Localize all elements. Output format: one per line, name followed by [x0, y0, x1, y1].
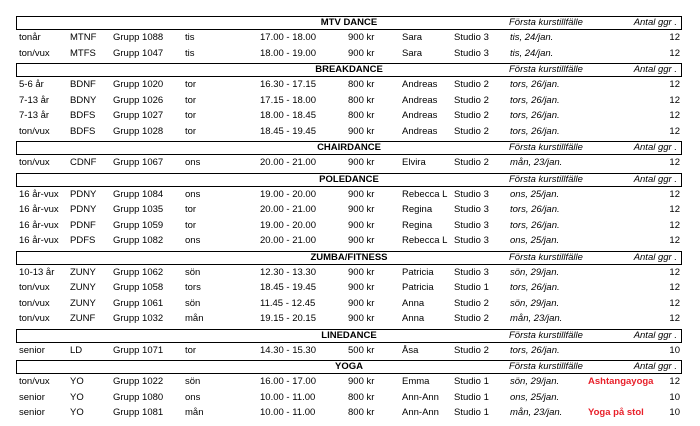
time-cell: 17.15 - 18.00: [260, 94, 316, 106]
section-title: ZUMBA/FITNESS: [310, 251, 388, 263]
section-header: [16, 251, 682, 265]
age-cell: 16 år-vux: [19, 219, 59, 231]
count-cell: 10: [669, 391, 680, 403]
first-session-cell: tis, 24/jan.: [510, 32, 554, 43]
day-cell: sön: [185, 297, 201, 309]
price-cell: 900 kr: [348, 313, 375, 324]
time-cell: 10.00 - 11.00: [260, 407, 316, 418]
first-session-cell: sön, 29/jan.: [510, 266, 560, 278]
day-cell: tors: [185, 282, 201, 293]
price-cell: 800 kr: [348, 79, 375, 90]
course-row: [16, 280, 682, 296]
studio-cell: Studio 2: [454, 125, 489, 137]
course-section: [16, 63, 682, 139]
group-cell: Grupp 1020: [113, 79, 164, 90]
count-cell: 12: [669, 79, 680, 90]
group-cell: Grupp 1022: [113, 376, 164, 387]
teacher-cell: Andreas: [402, 94, 438, 106]
price-cell: 900 kr: [348, 47, 375, 59]
teacher-cell: Andreas: [402, 110, 438, 121]
group-cell: Grupp 1081: [113, 407, 164, 418]
day-cell: ons: [185, 391, 201, 403]
first-session-cell: tors, 26/jan.: [510, 125, 560, 137]
course-row: [16, 405, 682, 421]
day-cell: tor: [185, 344, 197, 356]
age-cell: senior: [19, 344, 45, 356]
course-row: [16, 187, 682, 203]
price-cell: 900 kr: [348, 376, 375, 387]
teacher-cell: Anna: [402, 297, 425, 309]
day-cell: tor: [185, 94, 197, 106]
day-cell: ons: [185, 235, 201, 246]
price-cell: 900 kr: [348, 266, 375, 278]
count-column-header: Antal ggr .: [633, 142, 677, 153]
code-cell: PDNF: [70, 219, 96, 231]
studio-cell: Studio 2: [454, 313, 489, 324]
time-cell: 20.00 - 21.00: [260, 204, 316, 215]
course-section: [16, 141, 682, 171]
group-cell: Grupp 1067: [113, 157, 164, 168]
first-session-cell: tors, 26/jan.: [510, 204, 560, 215]
age-cell: senior: [19, 407, 45, 418]
first-session-cell: tors, 26/jan.: [510, 219, 560, 231]
count-cell: 12: [669, 188, 680, 200]
studio-cell: Studio 1: [454, 391, 489, 403]
code-cell: BDNY: [70, 94, 97, 106]
price-cell: 900 kr: [348, 157, 375, 168]
first-session-column-header: Första kurstillfälle: [509, 17, 583, 28]
time-cell: 18.00 - 19.00: [260, 47, 316, 59]
group-cell: Grupp 1082: [113, 235, 164, 246]
course-row: [16, 46, 682, 62]
group-cell: Grupp 1047: [113, 47, 164, 59]
teacher-cell: Regina: [402, 204, 433, 215]
first-session-cell: ons, 25/jan.: [510, 391, 560, 403]
age-cell: ton/vux: [19, 313, 50, 324]
day-cell: ons: [185, 157, 201, 168]
teacher-cell: Andreas: [402, 125, 438, 137]
studio-cell: Studio 2: [454, 344, 489, 356]
course-row: [16, 343, 682, 359]
studio-cell: Studio 3: [454, 47, 489, 59]
teacher-cell: Anna: [402, 313, 425, 324]
first-session-cell: sön, 29/jan.: [510, 297, 560, 309]
first-session-cell: tors, 26/jan.: [510, 94, 560, 106]
day-cell: tor: [185, 219, 197, 231]
studio-cell: Studio 1: [454, 282, 489, 293]
price-cell: 900 kr: [348, 32, 375, 43]
teacher-cell: Sara: [402, 47, 423, 59]
age-cell: 16 år-vux: [19, 188, 59, 200]
day-cell: tis: [185, 32, 195, 43]
first-session-cell: tors, 26/jan.: [510, 110, 560, 121]
course-row: [16, 265, 682, 281]
course-row: [16, 311, 682, 327]
code-cell: ZUNF: [70, 313, 96, 324]
code-cell: YO: [70, 407, 84, 418]
count-cell: 12: [669, 47, 680, 59]
time-cell: 18.00 - 18.45: [260, 110, 316, 121]
course-section: [16, 251, 682, 327]
age-cell: 16 år-vux: [19, 204, 59, 215]
teacher-cell: Regina: [402, 219, 433, 231]
section-header: [16, 329, 682, 343]
code-cell: PDFS: [70, 235, 96, 246]
course-row: [16, 77, 682, 93]
price-cell: 800 kr: [348, 94, 375, 106]
first-session-cell: tors, 26/jan.: [510, 79, 560, 90]
count-column-header: Antal ggr .: [633, 329, 677, 341]
section-header: [16, 173, 682, 187]
studio-cell: Studio 3: [454, 32, 489, 43]
first-session-cell: mån, 23/jan.: [510, 157, 563, 168]
studio-cell: Studio 2: [454, 110, 489, 121]
group-cell: Grupp 1080: [113, 391, 164, 403]
teacher-cell: Patricia: [402, 266, 434, 278]
age-cell: ton/vux: [19, 125, 50, 137]
time-cell: 18.45 - 19.45: [260, 282, 316, 293]
section-header: [16, 141, 682, 155]
teacher-cell: Rebecca L: [402, 235, 448, 246]
count-cell: 12: [669, 157, 680, 168]
price-cell: 900 kr: [348, 235, 375, 246]
studio-cell: Studio 2: [454, 94, 489, 106]
studio-cell: Studio 2: [454, 297, 489, 309]
count-cell: 12: [669, 266, 680, 278]
age-cell: ton/vux: [19, 297, 50, 309]
count-column-header: Antal ggr .: [633, 251, 677, 263]
studio-cell: Studio 1: [454, 407, 489, 418]
group-cell: Grupp 1059: [113, 219, 164, 231]
note-cell: Ashtangayoga: [588, 376, 654, 387]
code-cell: PDNY: [70, 188, 97, 200]
age-cell: ton/vux: [19, 376, 50, 387]
course-row: [16, 218, 682, 234]
day-cell: tor: [185, 110, 197, 121]
age-cell: 10-13 år: [19, 266, 55, 278]
count-cell: 10: [669, 344, 680, 356]
code-cell: ZUNY: [70, 282, 96, 293]
course-section: [16, 16, 682, 61]
studio-cell: Studio 3: [454, 204, 489, 215]
code-cell: LD: [70, 344, 83, 356]
time-cell: 18.45 - 19.45: [260, 125, 316, 137]
section-header: [16, 16, 682, 30]
age-cell: 5-6 år: [19, 79, 44, 90]
first-session-column-header: Första kurstillfälle: [509, 329, 583, 341]
code-cell: BDNF: [70, 79, 96, 90]
time-cell: 16.30 - 17.15: [260, 79, 316, 90]
section-header: [16, 360, 682, 374]
day-cell: tis: [185, 47, 195, 59]
code-cell: ZUNY: [70, 266, 96, 278]
course-section: [16, 360, 682, 421]
count-cell: 12: [669, 376, 680, 387]
day-cell: sön: [185, 266, 201, 278]
note-cell: Yoga på stol: [588, 407, 644, 418]
code-cell: MTNF: [70, 32, 97, 43]
course-row: [16, 124, 682, 140]
count-cell: 12: [669, 204, 680, 215]
group-cell: Grupp 1027: [113, 110, 164, 121]
section-header: [16, 63, 682, 77]
code-cell: YO: [70, 376, 84, 387]
count-cell: 12: [669, 297, 680, 309]
age-cell: ton/vux: [19, 157, 50, 168]
code-cell: CDNF: [70, 157, 97, 168]
day-cell: mån: [185, 407, 204, 418]
age-cell: 16 år-vux: [19, 235, 59, 246]
studio-cell: Studio 3: [454, 235, 489, 246]
group-cell: Grupp 1028: [113, 125, 164, 137]
course-row: [16, 108, 682, 124]
group-cell: Grupp 1071: [113, 344, 164, 356]
time-cell: 17.00 - 18.00: [260, 32, 316, 43]
price-cell: 900 kr: [348, 282, 375, 293]
course-row: [16, 155, 682, 171]
group-cell: Grupp 1084: [113, 188, 164, 200]
section-title: YOGA: [335, 361, 363, 372]
age-cell: senior: [19, 391, 45, 403]
studio-cell: Studio 2: [454, 79, 489, 90]
group-cell: Grupp 1026: [113, 94, 164, 106]
count-column-header: Antal ggr .: [633, 173, 677, 185]
first-session-cell: tors, 26/jan.: [510, 344, 560, 356]
time-cell: 11.45 - 12.45: [260, 297, 316, 309]
count-cell: 10: [669, 407, 680, 418]
price-cell: 900 kr: [348, 125, 375, 137]
first-session-cell: tors, 26/jan.: [510, 282, 560, 293]
code-cell: MTFS: [70, 47, 96, 59]
day-cell: tor: [185, 204, 197, 215]
count-cell: 12: [669, 32, 680, 43]
code-cell: PDNY: [70, 204, 97, 215]
course-row: [16, 296, 682, 312]
section-title: MTV DANCE: [320, 17, 378, 28]
group-cell: Grupp 1088: [113, 32, 164, 43]
section-title: BREAKDANCE: [315, 64, 383, 75]
count-cell: 12: [669, 282, 680, 293]
studio-cell: Studio 2: [454, 157, 489, 168]
first-session-column-header: Första kurstillfälle: [509, 173, 583, 185]
time-cell: 10.00 - 11.00: [260, 391, 316, 403]
first-session-cell: sön, 29/jan.: [510, 376, 560, 387]
price-cell: 500 kr: [348, 344, 375, 356]
day-cell: tor: [185, 125, 197, 137]
course-row: [16, 30, 682, 46]
code-cell: YO: [70, 391, 84, 403]
day-cell: ons: [185, 188, 201, 200]
price-cell: 900 kr: [348, 297, 375, 309]
group-cell: Grupp 1061: [113, 297, 164, 309]
first-session-column-header: Första kurstillfälle: [509, 142, 583, 153]
teacher-cell: Ann-Ann: [402, 391, 439, 403]
first-session-column-header: Första kurstillfälle: [509, 361, 583, 372]
first-session-cell: ons, 25/jan.: [510, 188, 560, 200]
teacher-cell: Andreas: [402, 79, 438, 90]
section-title: POLEDANCE: [319, 173, 379, 185]
age-cell: ton/vux: [19, 47, 50, 59]
count-cell: 12: [669, 94, 680, 106]
age-cell: 7-13 år: [19, 110, 50, 121]
price-cell: 900 kr: [348, 219, 375, 231]
day-cell: tor: [185, 79, 197, 90]
time-cell: 20.00 - 21.00: [260, 157, 316, 168]
count-cell: 12: [669, 110, 680, 121]
code-cell: ZUNY: [70, 297, 96, 309]
day-cell: mån: [185, 313, 204, 324]
price-cell: 800 kr: [348, 407, 375, 418]
day-cell: sön: [185, 376, 201, 387]
course-row: [16, 93, 682, 109]
course-row: [16, 202, 682, 218]
time-cell: 20.00 - 21.00: [260, 235, 316, 246]
count-cell: 12: [669, 125, 680, 137]
teacher-cell: Emma: [402, 376, 430, 387]
count-column-header: Antal ggr .: [633, 361, 677, 372]
time-cell: 12.30 - 13.30: [260, 266, 316, 278]
count-column-header: Antal ggr .: [633, 64, 677, 75]
teacher-cell: Elvira: [402, 157, 426, 168]
course-row: [16, 233, 682, 249]
course-row: [16, 390, 682, 406]
time-cell: 16.00 - 17.00: [260, 376, 316, 387]
count-cell: 12: [669, 235, 680, 246]
first-session-column-header: Första kurstillfälle: [509, 64, 583, 75]
teacher-cell: Ann-Ann: [402, 407, 439, 418]
course-schedule: [16, 14, 682, 421]
course-section: [16, 329, 682, 359]
first-session-cell: ons, 25/jan.: [510, 235, 560, 246]
count-cell: 12: [669, 313, 680, 324]
course-row: [16, 374, 682, 390]
code-cell: BDFS: [70, 110, 96, 121]
age-cell: tonår: [19, 32, 41, 43]
first-session-cell: mån, 23/jan.: [510, 407, 563, 418]
first-session-column-header: Första kurstillfälle: [509, 251, 583, 263]
price-cell: 900 kr: [348, 188, 375, 200]
age-cell: 7-13 år: [19, 94, 50, 106]
group-cell: Grupp 1058: [113, 282, 164, 293]
teacher-cell: Patricia: [402, 282, 434, 293]
count-cell: 12: [669, 219, 680, 231]
time-cell: 14.30 - 15.30: [260, 344, 316, 356]
group-cell: Grupp 1062: [113, 266, 164, 278]
section-title: LINEDANCE: [321, 329, 377, 341]
first-session-cell: mån, 23/jan.: [510, 313, 563, 324]
first-session-cell: tis, 24/jan.: [510, 47, 554, 59]
teacher-cell: Rebecca L: [402, 188, 448, 200]
section-title: CHAIRDANCE: [317, 142, 381, 153]
price-cell: 900 kr: [348, 204, 375, 215]
studio-cell: Studio 3: [454, 266, 489, 278]
teacher-cell: Sara: [402, 32, 423, 43]
price-cell: 800 kr: [348, 391, 375, 403]
age-cell: ton/vux: [19, 282, 50, 293]
time-cell: 19.00 - 20.00: [260, 188, 316, 200]
studio-cell: Studio 3: [454, 188, 489, 200]
studio-cell: Studio 1: [454, 376, 489, 387]
time-cell: 19.15 - 20.15: [260, 313, 316, 324]
studio-cell: Studio 3: [454, 219, 489, 231]
group-cell: Grupp 1032: [113, 313, 164, 324]
group-cell: Grupp 1035: [113, 204, 164, 215]
count-column-header: Antal ggr .: [633, 17, 677, 28]
code-cell: BDFS: [70, 125, 96, 137]
course-section: [16, 173, 682, 249]
price-cell: 800 kr: [348, 110, 375, 121]
time-cell: 19.00 - 20.00: [260, 219, 316, 231]
teacher-cell: Åsa: [402, 344, 419, 356]
